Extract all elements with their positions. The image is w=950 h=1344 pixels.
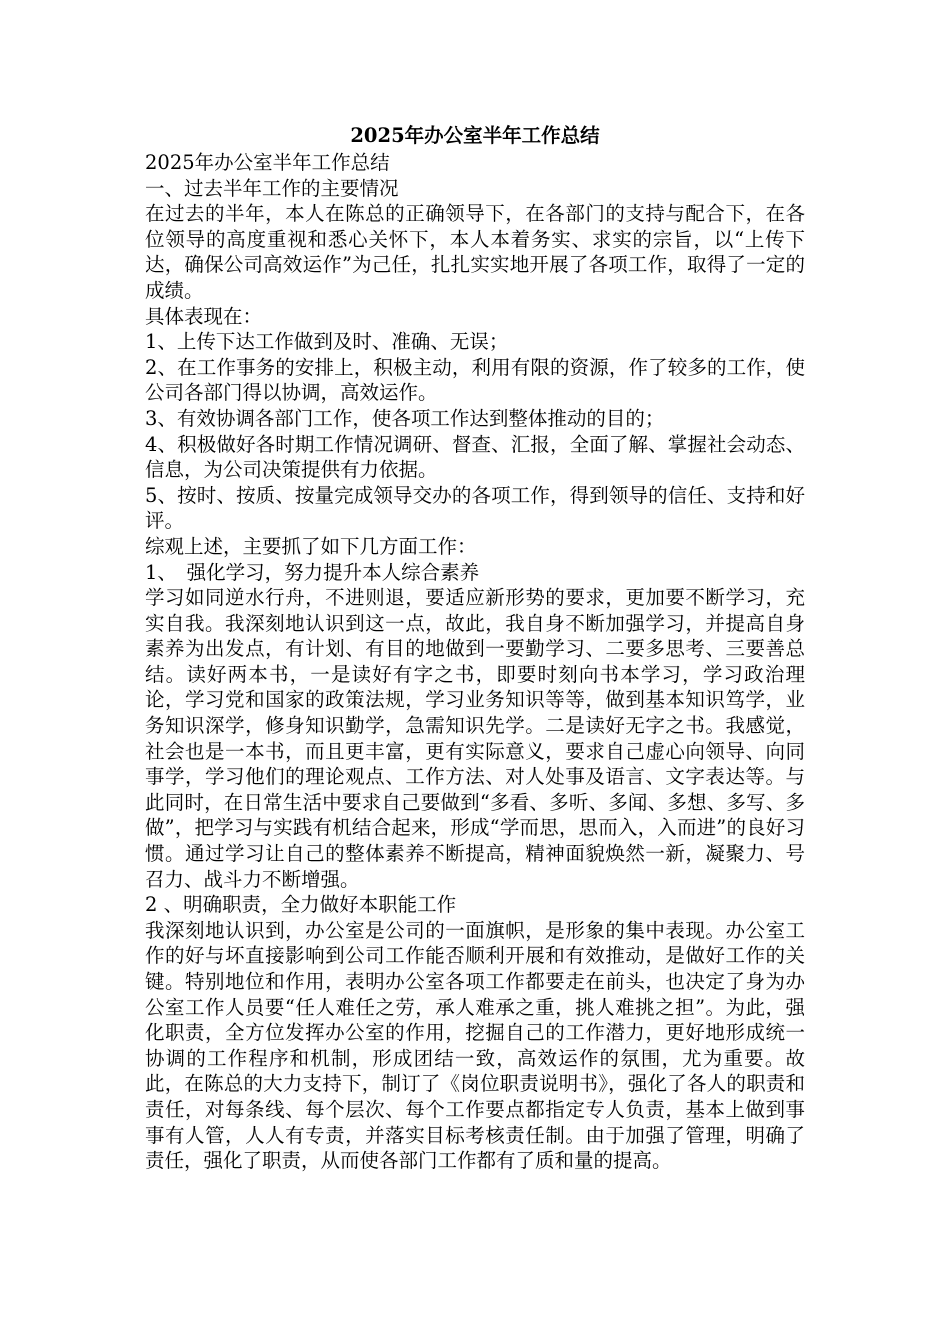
paragraph-item-2: 2、在工作事务的安排上，积极主动，利用有限的资源，作了较多的工作，使公司各部门得以协调，高效运作。	[145, 355, 805, 405]
paragraph-item-1: 1、上传下达工作做到及时、准确、无误；	[145, 330, 509, 354]
document-body	[145, 122, 805, 1174]
document-title: 2025年办公室半年工作总结	[350, 124, 600, 147]
paragraph-intro: 在过去的半年，本人在陈总的正确领导下，在各部门的支持与配合下，在各位领导的高度重视和悉心关怀下，本人本着务实、求实的宗旨，以“上传下达，确保公司高效运作”为己任，扎扎实实地开展了各项工作，取得了一定的成绩。	[145, 202, 805, 302]
paragraph-specifics-lead: 具体表现在：	[145, 304, 263, 328]
paragraph-item-4: 4、积极做好各时期工作情况调研、督查、汇报，全面了解、掌握社会动态、信息，为公司决策提供有力依据。	[145, 432, 805, 482]
paragraph-item-3: 3、有效协调各部门工作，使各项工作达到整体推动的目的；	[145, 406, 665, 430]
paragraph-duties: 我深刻地认识到，办公室是公司的一面旗帜，是形象的集中表现。办公室工作的好与坏直接影响到公司工作能否顺利开展和有效推动，是做好工作的关键。特别地位和作用，表明办公室各项工作都要走在前头，也决定了身为办公室工作人员要“任人难任之劳，承人难承之重，挑人难挑之担”。为此，强化职责，全方位发挥办公室的作用，挖掘自己的工作潜力，更好地形成统一协调的工作程序和机制，形成团结一致，高效运作的氛围，尤为重要。故此，在陈总的大力支持下，制订了《岗位职责说明书》，强化了各人的职责和责任，对每条线、每个层次、每个工作要点都指定专人负责，基本上做到事事有人管，人人有专责，并落实目标考核责任制。由于加强了管理，明确了责任，强化了职责，从而使各部门工作都有了质和量的提高。	[145, 918, 805, 1173]
paragraph-section-heading-1: 一、过去半年工作的主要情况	[145, 176, 399, 200]
paragraph-subheading-2: 2 、明确职责，全力做好本职能工作	[145, 893, 457, 917]
paragraph-item-5: 5、按时、按质、按量完成领导交办的各项工作，得到领导的信任、支持和好评。	[145, 483, 805, 533]
paragraph-study: 学习如同逆水行舟，不进则退，要适应新形势的要求，更加要不断学习，充实自我。我深刻地认识到这一点，故此，我自身不断加强学习，并提高自身素养为出发点，有计划、有目的地做到一要勤学习、二要多思考、三要善总结。读好两本书，一是读好有字之书，即要时刻向书本学习，学习政治理论，学习党和国家的政策法规，学习业务知识等等，做到基本知识笃学，业务知识深学，修身知识勤学，急需知识先学。二是读好无字之书。我感觉，社会也是一本书，而且更丰富，更有实际意义，要求自己虚心向领导、向同事学，学习他们的理论观点、工作方法、对人处事及语言、文字表达等。与此同时，在日常生活中要求自己要做到“多看、多听、多闻、多想、多写、多做”，把学习与实践有机结合起来，形成“学而思，思而入，入而进”的良好习惯。通过学习让自己的整体素养不断提高，精神面貌焕然一新，凝聚力、号召力、战斗力不断增强。	[145, 586, 805, 891]
paragraph-subtitle: 2025年办公室半年工作总结	[145, 151, 390, 174]
paragraph-summary-lead: 综观上述，主要抓了如下几方面工作：	[145, 534, 477, 558]
paragraph-subheading-1: 1、 强化学习，努力提升本人综合素养	[145, 560, 480, 584]
